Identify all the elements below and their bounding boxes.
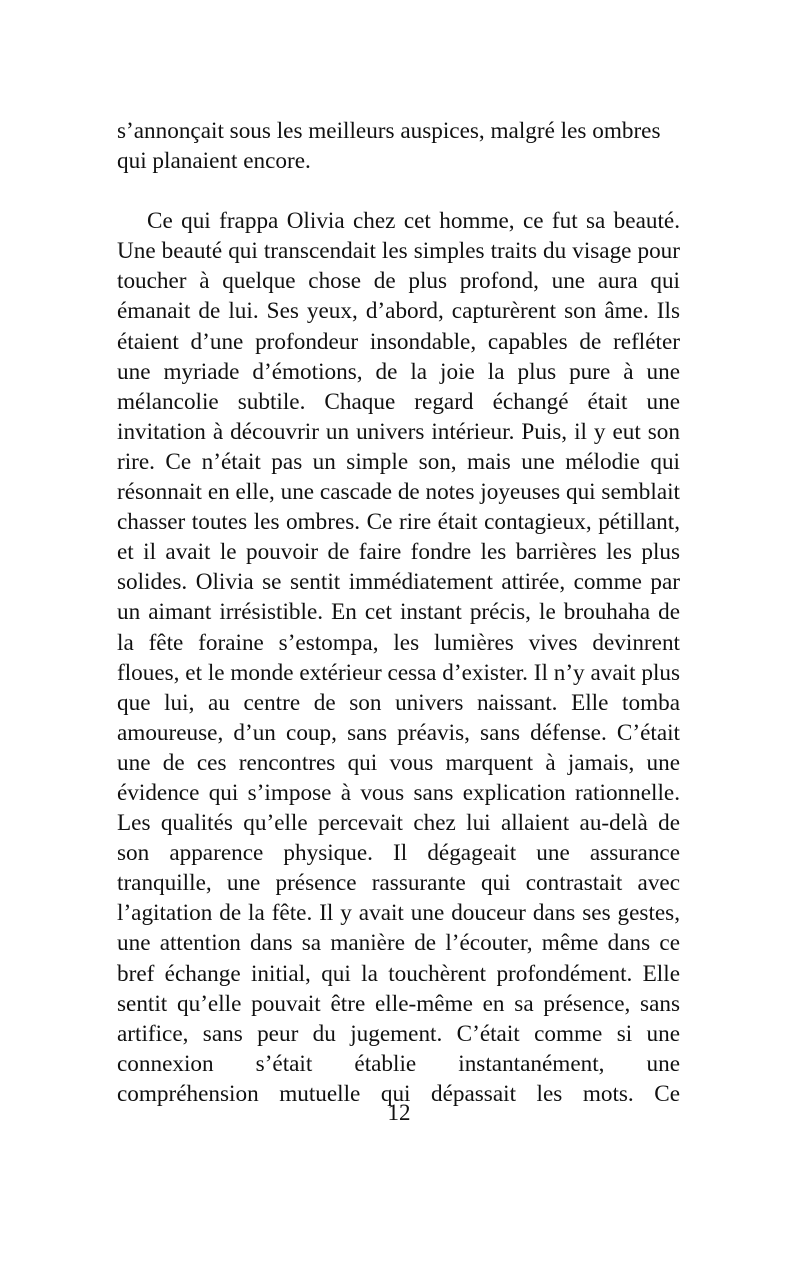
page-body	[117, 116, 680, 1109]
paragraph-continuation: s’annonçait sous les meilleurs auspices, malgré les ombres qui planaient encore.	[117, 118, 661, 175]
page-number: 12	[387, 1100, 411, 1125]
paragraph-main: Ce qui frappa Olivia chez cet homme, ce fut sa beauté. Une beauté qui transcendait les simples traits du visage pour toucher à quelque chose de plus profond, une aura qui émanait de lui. Ses yeux, d’abord, capturèrent son âme. Ils étaient d’une profondeur insondable, capables de refléter une myriade d’émotions, de la joie la plus pure à une mélancolie subtile. Chaque regard échangé était une invitation à découvrir un univers intérieur. Puis, il y eut son rire. Ce n’était pas un simple son, mais une mélodie qui résonnait en elle, une cascade de notes joyeuses qui semblait chasser toutes les ombres. Ce rire était contagieux, pétillant, et il avait le pouvoir de faire fondre les barrières les plus solides. Olivia se sentit immédiatement attirée, comme par un aimant irrésistible. En cet instant précis, le brouhaha de la fête foraine s’estompa, les lumières vives devinrent floues, et le monde extérieur cessa d’exister. Il n’y avait plus que lui, au centre de son univers naissant. Elle tomba amoureuse, d’un coup, sans préavis, sans défense. C’était une de ces rencontres qui vous marquent à jamais, une évidence qui s’impose à vous sans explication rationnelle. Les qualités qu’elle percevait chez lui allaient au-delà de son apparence physique. Il dégageait une assurance tranquille, une présence rassurante qui contrastait avec l’agitation de la fête. Il y avait une douceur dans ses gestes, une attention dans sa manière de l’écouter, même dans ce bref échange initial, qui la touchèrent profondément. Elle sentit qu’elle pouvait être elle-même en sa présence, sans artifice, sans peur du jugement. C’était comme si une connexion s’était établie instantanément, une compréhension mutuelle qui dépassait les mots. Ce	[117, 208, 680, 1107]
